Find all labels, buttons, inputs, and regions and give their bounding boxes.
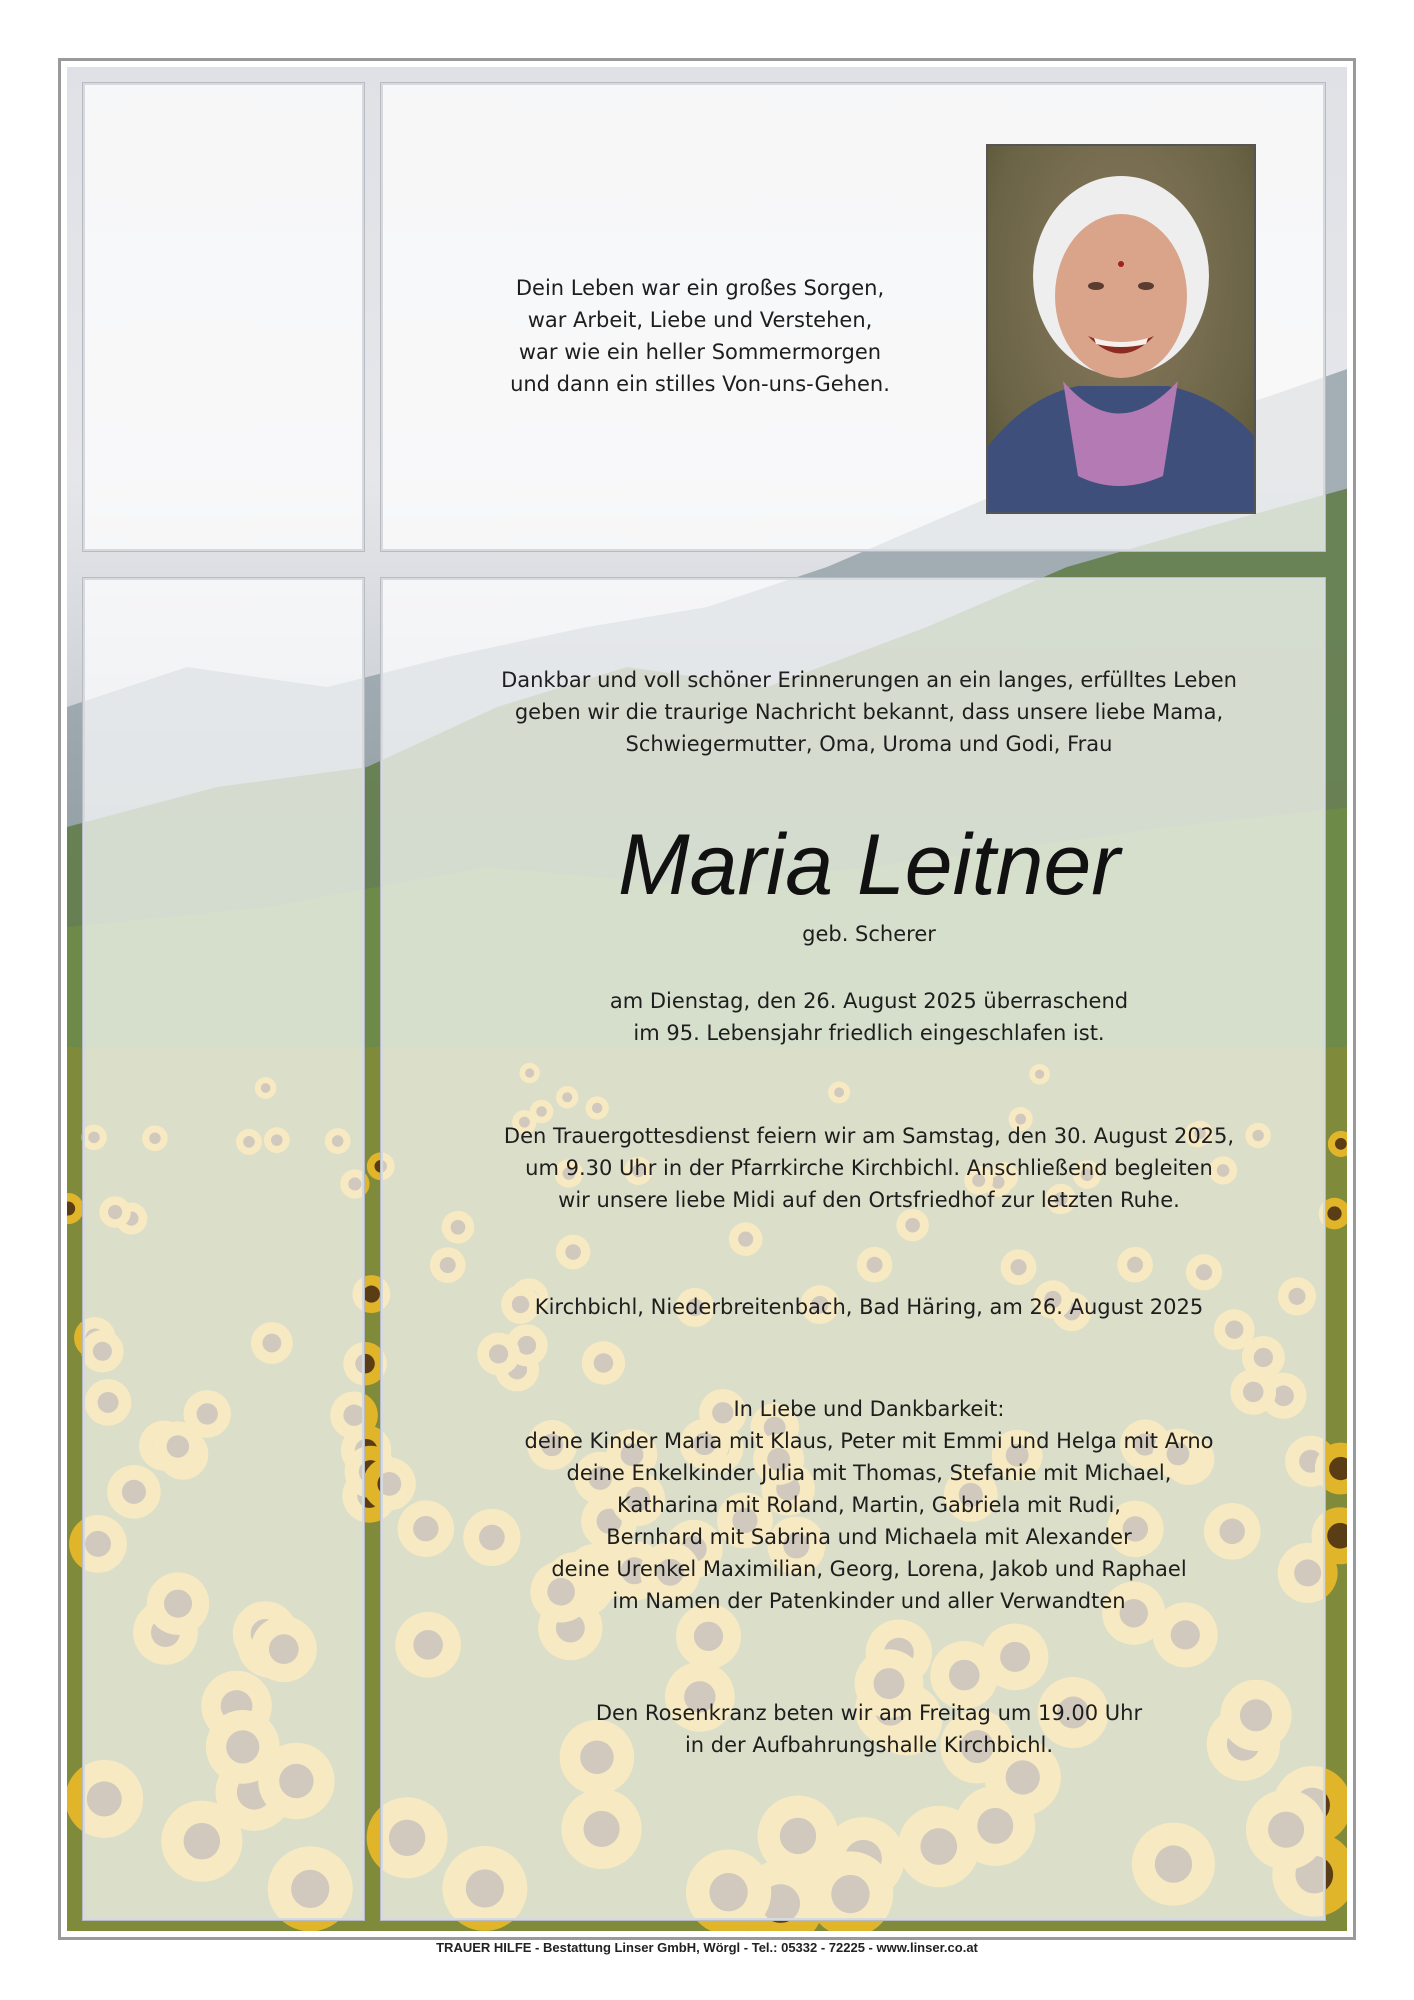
mourners-line: deine Urenkel Maximilian, Georg, Lorena, Jakob und Raphael [551, 1557, 1187, 1581]
poem-line: war wie ein heller Sommermorgen [518, 340, 882, 364]
mourners-line: deine Enkelkinder Julia mit Thomas, Stefanie mit Michael, [566, 1461, 1172, 1485]
portrait-photo [986, 144, 1256, 514]
funeral-service [385, 1120, 1353, 1216]
rosary-line: Den Rosenkranz beten wir am Freitag um 19.00 Uhr [595, 1701, 1143, 1725]
service-line: um 9.30 Uhr in der Pfarrkirche Kirchbichl. Anschließend begleiten [525, 1156, 1213, 1180]
mourners-line: im Namen der Patenkinder und aller Verwandten [612, 1589, 1126, 1613]
mourners-list [385, 1393, 1353, 1617]
service-line: Den Trauergottesdienst feiern wir am Samstag, den 30. August 2025, [503, 1124, 1235, 1148]
panel-bottom-left [83, 578, 364, 1920]
death-notice-line: am Dienstag, den 26. August 2025 überraschend [609, 989, 1129, 1013]
intro-line: geben wir die traurige Nachricht bekannt, dass unsere liebe Mama, [514, 700, 1224, 724]
poem-line: war Arbeit, Liebe und Verstehen, [527, 308, 873, 332]
footer-imprint: TRAUER HILFE - Bestattung Linser GmbH, Wörgl - Tel.: 05332 - 72225 - www.linser.co.at [436, 1940, 978, 1955]
portrait-illustration [988, 146, 1254, 512]
poem-line: und dann ein stilles Von-uns-Gehen. [510, 372, 890, 396]
poem [380, 272, 1020, 400]
rosary-notice [385, 1697, 1353, 1761]
intro-line: Schwiegermutter, Oma, Uroma und Godi, Frau [625, 732, 1113, 756]
deceased-name: Maria Leitner [618, 817, 1120, 913]
panel-top-left [83, 83, 364, 551]
mourners-line: deine Kinder Maria mit Klaus, Peter mit Emmi und Helga mit Arno [524, 1429, 1214, 1453]
death-notice [385, 985, 1353, 1049]
place-date: Kirchbichl, Niederbreitenbach, Bad Häring, am 26. August 2025 [534, 1295, 1204, 1319]
intro-text [385, 664, 1353, 760]
mourners-line: In Liebe und Dankbarkeit: [733, 1397, 1005, 1421]
poem-line: Dein Leben war ein großes Sorgen, [515, 276, 885, 300]
birth-name: geb. Scherer [802, 922, 936, 946]
intro-line: Dankbar und voll schöner Erinnerungen an ein langes, erfülltes Leben [501, 668, 1237, 692]
rosary-line: in der Aufbahrungshalle Kirchbichl. [684, 1733, 1054, 1757]
death-notice-line: im 95. Lebensjahr friedlich eingeschlafen ist. [633, 1021, 1105, 1045]
mourners-line: Bernhard mit Sabrina und Michaela mit Alexander [606, 1525, 1132, 1549]
mourners-line: Katharina mit Roland, Martin, Gabriela mit Rudi, [617, 1493, 1121, 1517]
service-line: wir unsere liebe Midi auf den Ortsfriedhof zur letzten Ruhe. [558, 1188, 1180, 1212]
